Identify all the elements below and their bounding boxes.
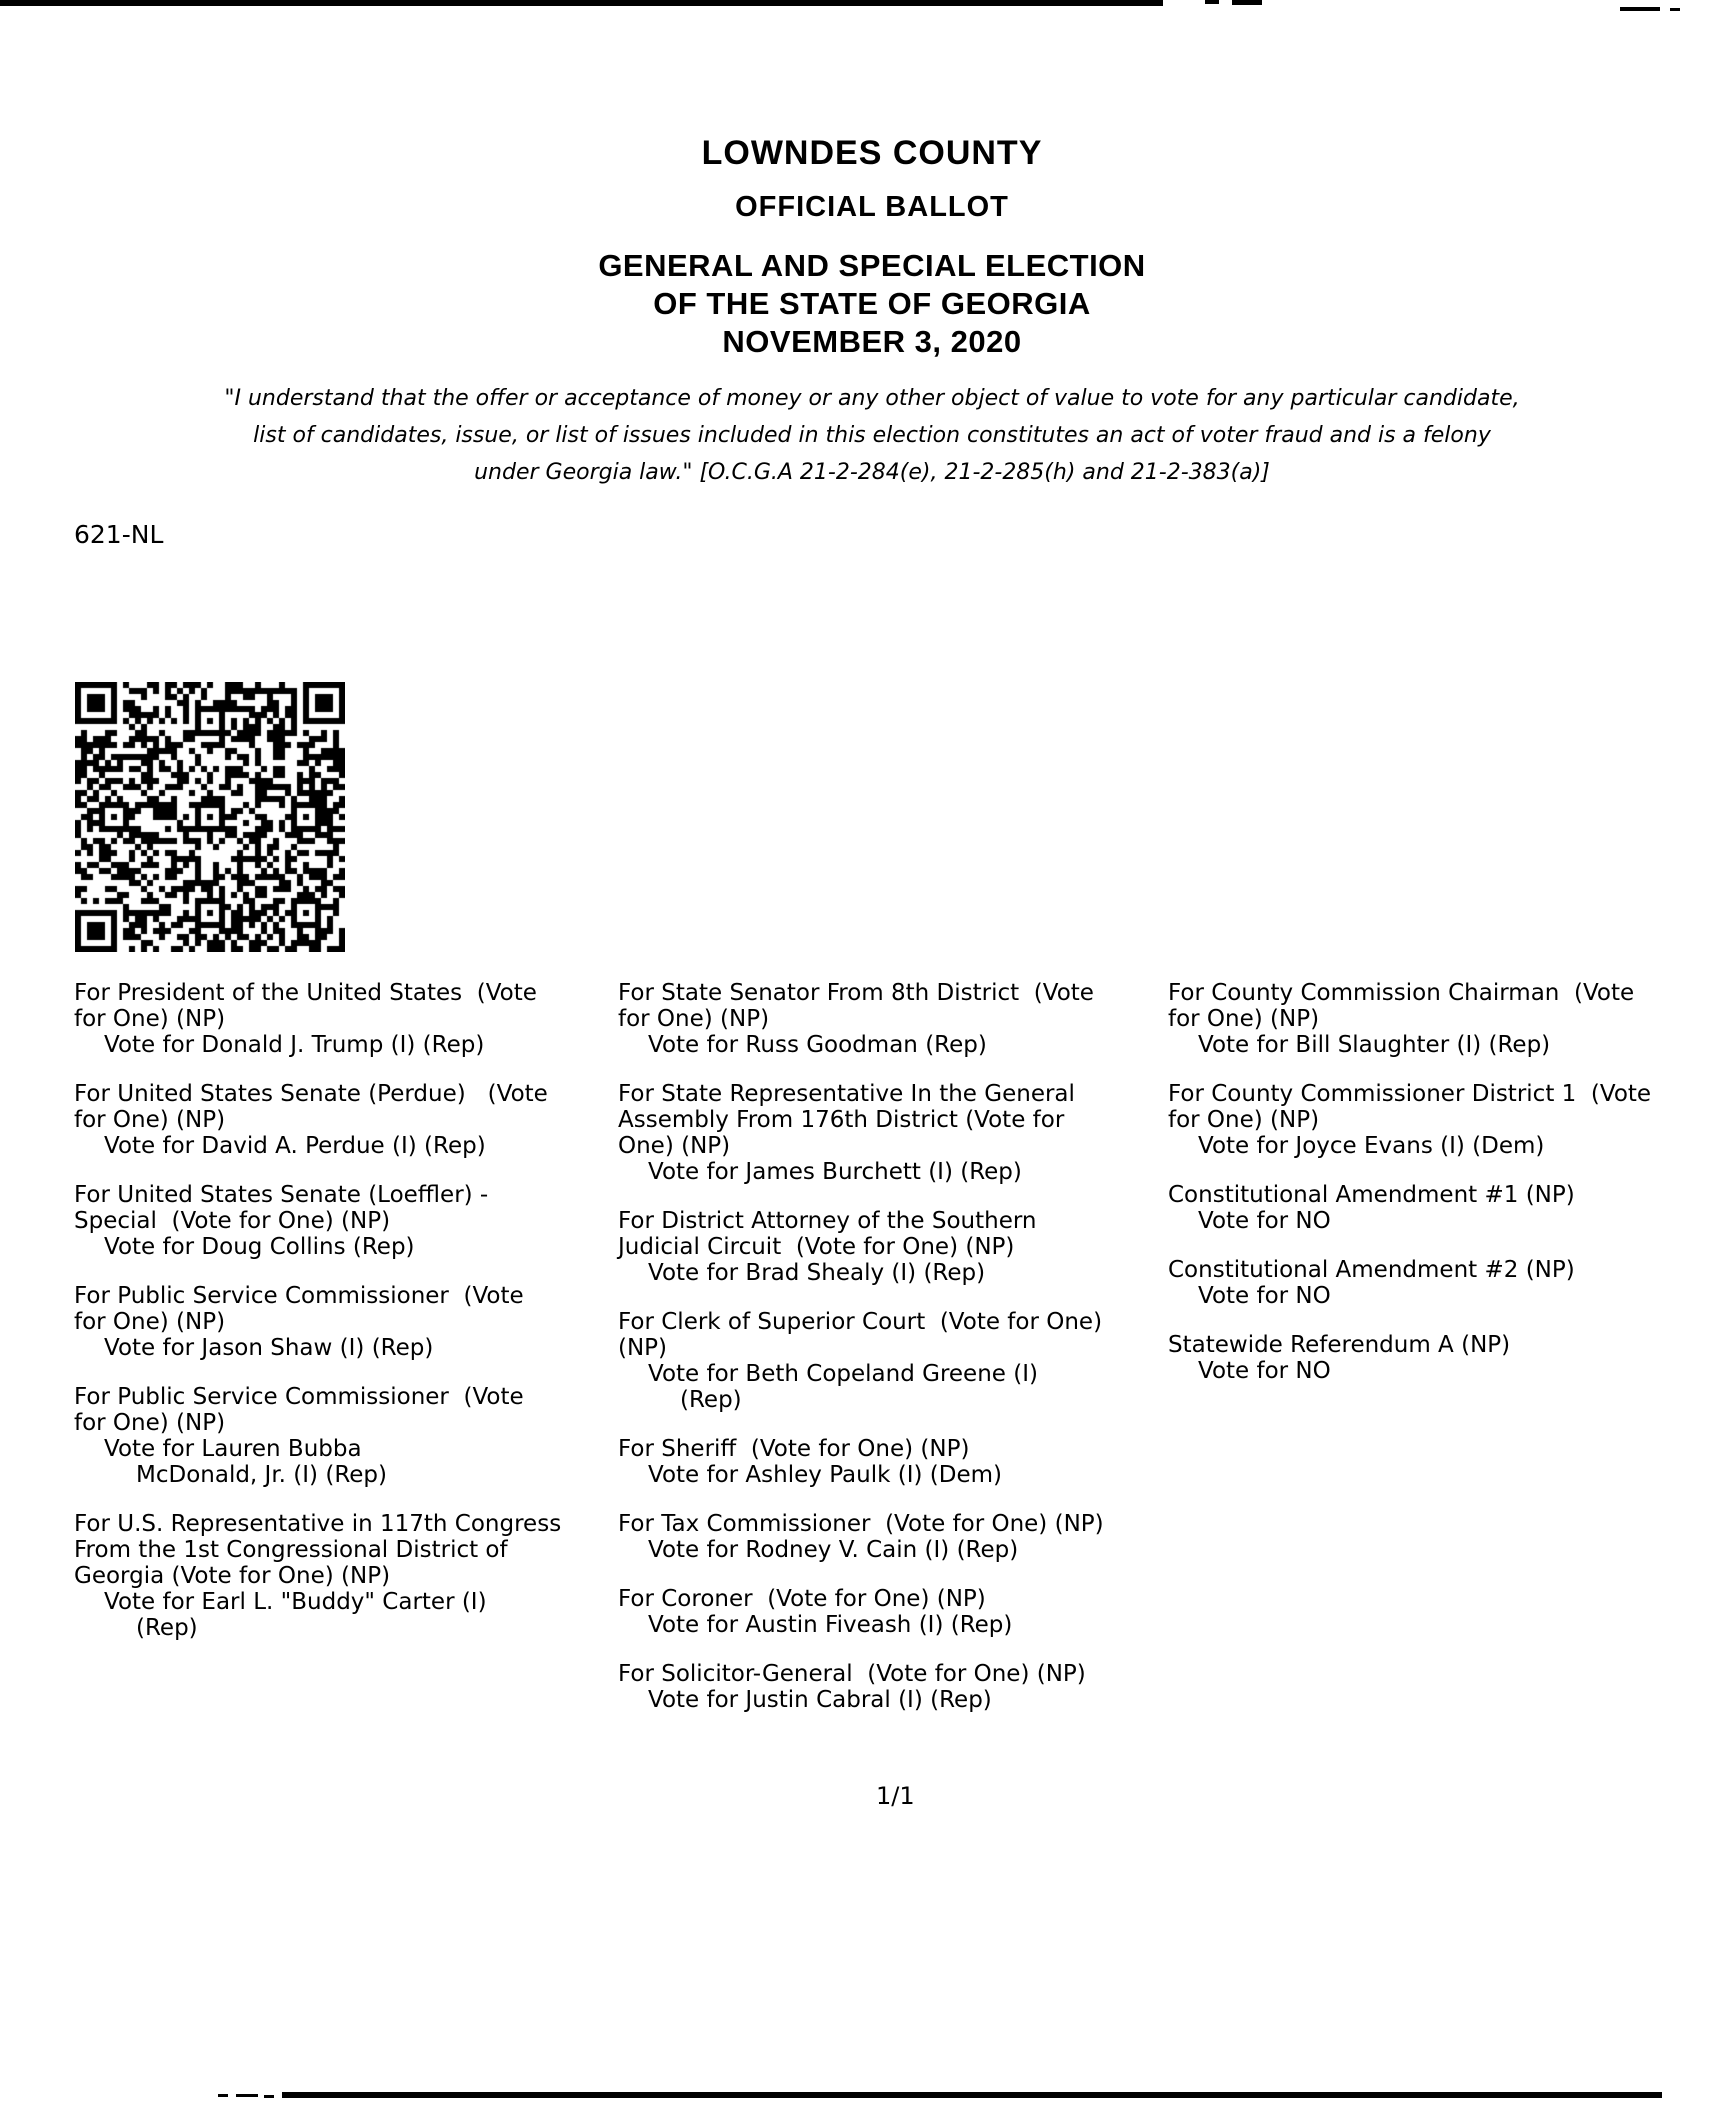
vote-line: Vote for NO [1198,1358,1331,1384]
vote-line: Vote for Jason Shaw (I) (Rep) [104,1335,434,1361]
contest-title-line: Special (Vote for One) (NP) [74,1208,391,1234]
contest-title-line: Judicial Circuit (Vote for One) (NP) [618,1234,1015,1260]
vote-line: (Rep) [680,1387,742,1413]
ballot-column-3 [1168,980,1728,1407]
contest-title-line: For Public Service Commissioner (Vote [74,1384,524,1410]
contest-title-line: Statewide Referendum A (NP) [1168,1332,1511,1358]
vote-line: Vote for NO [1198,1208,1331,1234]
contest-title-line: For County Commission Chairman (Vote [1168,980,1635,1006]
scan-artifact-bottom [218,2094,228,2097]
vote-line: Vote for Russ Goodman (Rep) [648,1032,987,1058]
disclaimer-line: under Georgia law." [O.C.G.A 21-2-284(e), 21-2-285(h) and 21-2-383(a)] [474,460,1270,485]
ballot-subtitle: OFFICIAL BALLOT [735,191,1009,223]
scan-artifact-top [1232,0,1262,5]
contest-title-line: For District Attorney of the Southern [618,1208,1037,1234]
vote-line: (Rep) [136,1615,198,1641]
contest-title-line: For U.S. Representative in 117th Congress [74,1511,562,1537]
election-title-line: NOVEMBER 3, 2020 [722,324,1022,359]
ballot-style-code: 621-NL [74,520,164,549]
contest-title-line: One) (NP) [618,1133,731,1159]
contest-title-line: For Tax Commissioner (Vote for One) (NP) [618,1511,1104,1537]
contest-title-line: for One) (NP) [74,1410,226,1436]
vote-line: Vote for James Burchett (I) (Rep) [648,1159,1022,1185]
contest-title-line: Constitutional Amendment #1 (NP) [1168,1182,1575,1208]
contest-item [74,1182,561,1260]
contest-item [618,1309,1104,1413]
contest-title-line: For Public Service Commissioner (Vote [74,1283,524,1309]
scan-artifact-bottom [282,2092,1662,2098]
contest-item [1168,980,1728,1058]
election-title-line: GENERAL AND SPECIAL ELECTION [598,248,1146,283]
contest-title-line: From the 1st Congressional District of [74,1537,508,1563]
vote-line: Vote for NO [1198,1283,1331,1309]
vote-line: Vote for Ashley Paulk (I) (Dem) [648,1462,1002,1488]
contest-title-line: For State Representative In the General [618,1081,1075,1107]
contest-title-line: For State Senator From 8th District (Vote [618,980,1094,1006]
vote-line: Vote for Beth Copeland Greene (I) [648,1361,1038,1387]
contest-item [74,1081,561,1159]
contest-item [618,980,1104,1058]
contest-title-line: For Clerk of Superior Court (Vote for One) [618,1309,1103,1335]
scan-artifact-bottom [264,2095,274,2098]
vote-line: McDonald, Jr. (I) (Rep) [136,1462,387,1488]
vote-line: Vote for Brad Shealy (I) (Rep) [648,1260,986,1286]
contest-item [618,1586,1104,1638]
contest-item [618,1081,1104,1185]
vote-line: Vote for Joyce Evans (I) (Dem) [1198,1133,1545,1159]
contest-item [74,1384,561,1488]
contest-title-line: For Coroner (Vote for One) (NP) [618,1586,986,1612]
contest-title-line: for One) (NP) [74,1107,226,1133]
contest-title-line: For Solicitor-General (Vote for One) (NP) [618,1661,1086,1687]
contest-item [1168,1182,1728,1234]
ballot-column-2 [618,980,1104,1736]
vote-line: Vote for Donald J. Trump (I) (Rep) [104,1032,485,1058]
contest-title-line: For Sheriff (Vote for One) (NP) [618,1436,970,1462]
page-title: LOWNDES COUNTY [701,134,1043,172]
contest-item [74,980,561,1058]
contest-item [1168,1081,1728,1159]
scan-artifact-bottom [236,2094,258,2097]
scan-artifact-top [0,0,1163,6]
contest-item [74,1511,561,1641]
scan-artifact-top [1620,7,1660,11]
disclaimer [8,380,1728,491]
contest-title-line: for One) (NP) [618,1006,770,1032]
page-indicator: 1/1 [876,1782,915,1810]
vote-line: Vote for David A. Perdue (I) (Rep) [104,1133,486,1159]
contest-item [618,1436,1104,1488]
contest-item [618,1661,1104,1713]
vote-line: Vote for Lauren Bubba [104,1436,362,1462]
qr-code [75,682,345,952]
contest-title-line: (NP) [618,1335,668,1361]
scan-artifact-top [1205,0,1219,4]
contest-title-line: for One) (NP) [1168,1107,1320,1133]
contest-title-line: For President of the United States (Vote [74,980,537,1006]
contest-title-line: Constitutional Amendment #2 (NP) [1168,1257,1575,1283]
scan-artifact-top [1670,8,1680,11]
ballot-column-1 [74,980,561,1664]
election-title [8,247,1728,361]
vote-line: Vote for Doug Collins (Rep) [104,1234,415,1260]
contest-title-line: for One) (NP) [1168,1006,1320,1032]
contest-title-line: For County Commissioner District 1 (Vote [1168,1081,1652,1107]
vote-line: Vote for Austin Fiveash (I) (Rep) [648,1612,1013,1638]
disclaimer-line: "I understand that the offer or acceptance of money or any other object of value to vote for any particular candidate, [224,386,1520,411]
contest-title-line: For United States Senate (Perdue) (Vote [74,1081,548,1107]
contest-title-line: for One) (NP) [74,1309,226,1335]
vote-line: Vote for Bill Slaughter (I) (Rep) [1198,1032,1551,1058]
vote-line: Vote for Earl L. "Buddy" Carter (I) [104,1589,487,1615]
contest-item [1168,1257,1728,1309]
vote-line: Vote for Justin Cabral (I) (Rep) [648,1687,992,1713]
election-title-line: OF THE STATE OF GEORGIA [653,286,1091,321]
contest-item [74,1283,561,1361]
contest-item [618,1208,1104,1286]
contest-title-line: For United States Senate (Loeffler) - [74,1182,489,1208]
contest-title-line: for One) (NP) [74,1006,226,1032]
contest-title-line: Assembly From 176th District (Vote for [618,1107,1065,1133]
contest-item [618,1511,1104,1563]
vote-line: Vote for Rodney V. Cain (I) (Rep) [648,1537,1019,1563]
disclaimer-line: list of candidates, issue, or list of issues included in this election constitutes an act of voter fraud and is a felony [253,423,1491,448]
contest-item [1168,1332,1728,1384]
contest-title-line: Georgia (Vote for One) (NP) [74,1563,391,1589]
